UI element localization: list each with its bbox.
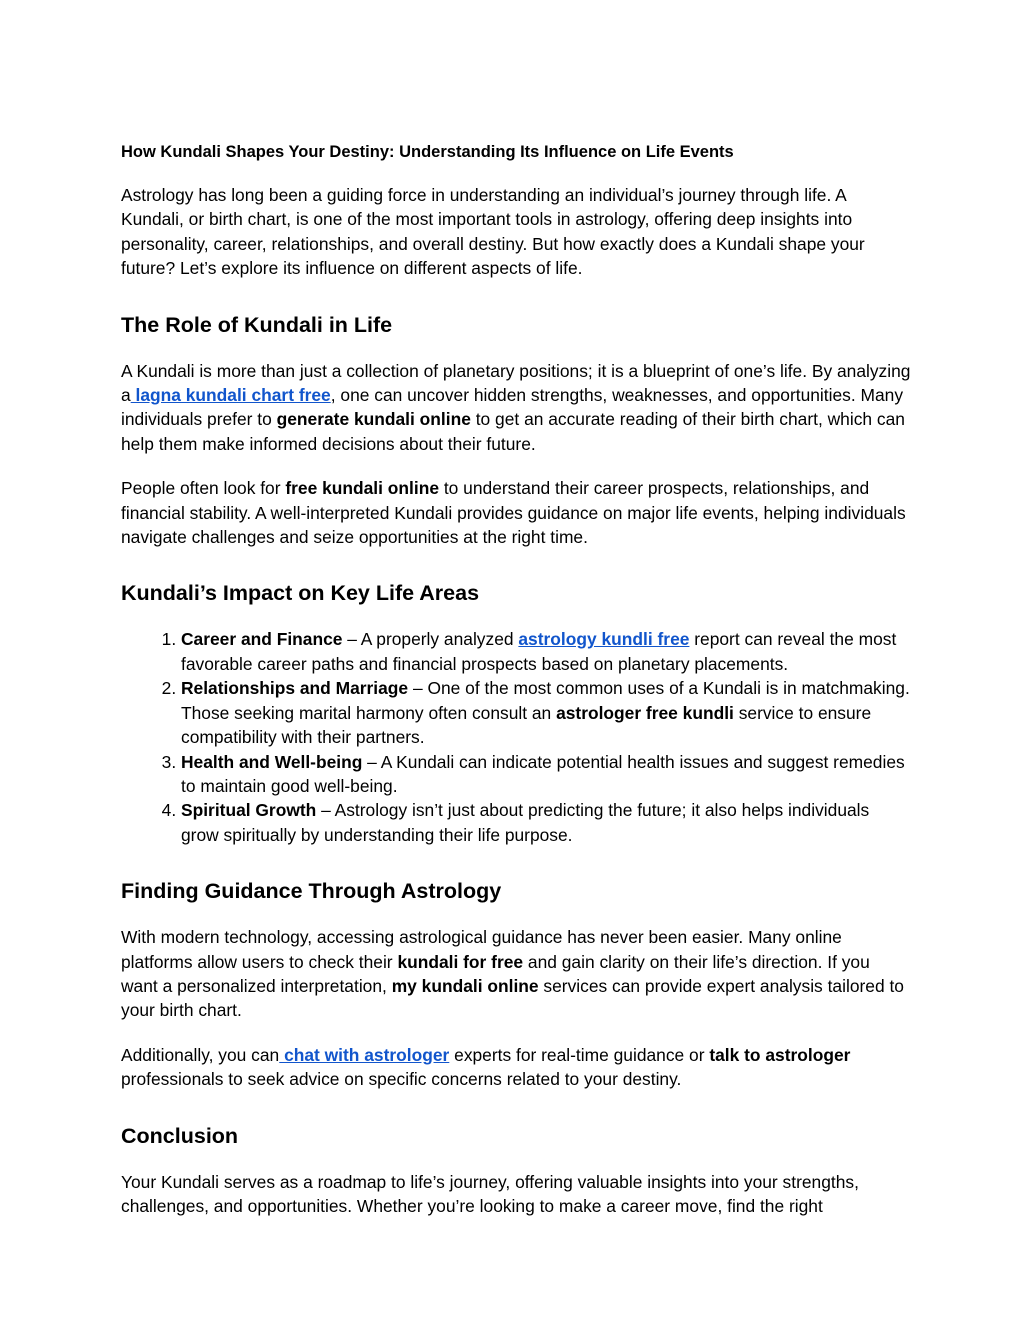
guidance-paragraph-1 [121, 925, 911, 1023]
bold-free-kundali-online: free kundali online [285, 478, 440, 499]
chat-with-astrologer-link[interactable]: chat with astrologer [279, 1044, 450, 1065]
list-item-health-wellbeing [181, 750, 911, 799]
text-run: , one can uncover hidden strengths, weaknesses, and opportunities. Many individuals prefer to [121, 385, 904, 430]
document-title: How Kundali Shapes Your Destiny: Understanding Its Influence on Life Events [121, 143, 734, 161]
list-item-relationships-marriage [181, 676, 911, 749]
list-item-spiritual-growth [181, 798, 911, 847]
bold-career-finance: Career and Finance [181, 629, 343, 650]
heading-impact-key-life-areas: Kundali’s Impact on Key Life Areas [121, 581, 480, 606]
text-run: – Astrology isn’t just about predicting the future; it also helps individuals grow spiritually by understanding their life purpose. [181, 800, 870, 845]
bold-generate-kundali-online: generate kundali online [276, 409, 471, 430]
text-run: services can provide expert analysis tailored to your birth chart. [121, 975, 904, 1021]
text-run: A Kundali is more than just a collection of planetary positions; it is a blueprint of one’s life. By analyzing a [121, 360, 911, 406]
text-run: – A Kundali can indicate potential health issues and suggest remedies to maintain good well-being. [181, 751, 905, 796]
bold-astrologer-free-kundli: astrologer free kundli [556, 702, 734, 723]
text-run: and gain clarity on their life’s direction. If you want a personalized interpretation, [121, 951, 870, 996]
heading-conclusion: Conclusion [121, 1123, 239, 1148]
bold-relationships-marriage: Relationships and Marriage [181, 678, 409, 699]
heading-finding-guidance: Finding Guidance Through Astrology [121, 879, 502, 904]
bold-health-wellbeing: Health and Well-being [181, 751, 363, 772]
text-run: – A properly analyzed [342, 629, 519, 650]
text-run: People often look for [121, 478, 286, 499]
lagna-kundali-link[interactable]: lagna kundali chart free [130, 385, 331, 406]
list-item-career-finance [181, 627, 911, 676]
bold-spiritual-growth: Spiritual Growth [181, 800, 317, 821]
role-paragraph-1 [121, 359, 911, 457]
astrology-kundli-free-link[interactable]: astrology kundli free [518, 629, 690, 650]
heading-role-of-kundali: The Role of Kundali in Life [121, 312, 393, 337]
text-run: to understand their career prospects, relationships, and financial stability. A well-interpreted Kundali provides guidance on major life events, helping individuals navigate challenges and seize opportunities at the right time. [121, 478, 906, 548]
text-run: Additionally, you can [121, 1044, 280, 1065]
text-run: With modern technology, accessing astrological guidance has never been easier. Many online platforms allow users to check their [121, 927, 842, 972]
text-run: experts for real-time guidance or [449, 1044, 710, 1065]
text-run: professionals to seek advice on specific concerns related to your destiny. [121, 1069, 682, 1090]
guidance-paragraph-2 [121, 1043, 911, 1092]
text-run: report can reveal the most favorable career paths and financial prospects based on planetary placements. [181, 629, 897, 674]
text-run: to get an accurate reading of their birth chart, which can help them make informed decisions about their future. [121, 409, 905, 454]
intro-paragraph: Astrology has long been a guiding force in understanding an individual’s journey through life. A Kundali, or birth chart, is one of the most important tools in astrology, offering deep insights into personality, career, relationships, and overall destiny. But how exactly does a Kundali shape your future? Let’s explore its influence on different aspects of life. [121, 185, 865, 279]
conclusion-paragraph: Your Kundali serves as a roadmap to life’s journey, offering valuable insights into your strengths, challenges, and opportunities. Whether you’re looking to make a career move, find the right [121, 1171, 859, 1216]
life-areas-list [121, 627, 911, 847]
document-page [121, 141, 911, 1238]
text-run: service to ensure compatibility with their partners. [181, 702, 872, 748]
bold-my-kundali-online: my kundali online [391, 975, 539, 996]
bold-kundali-for-free: kundali for free [397, 951, 524, 972]
bold-talk-to-astrologer: talk to astrologer [709, 1044, 851, 1065]
role-paragraph-2 [121, 476, 911, 549]
text-run: – One of the most common uses of a Kundali is in matchmaking. Those seeking marital harmony often consult an [181, 678, 910, 723]
